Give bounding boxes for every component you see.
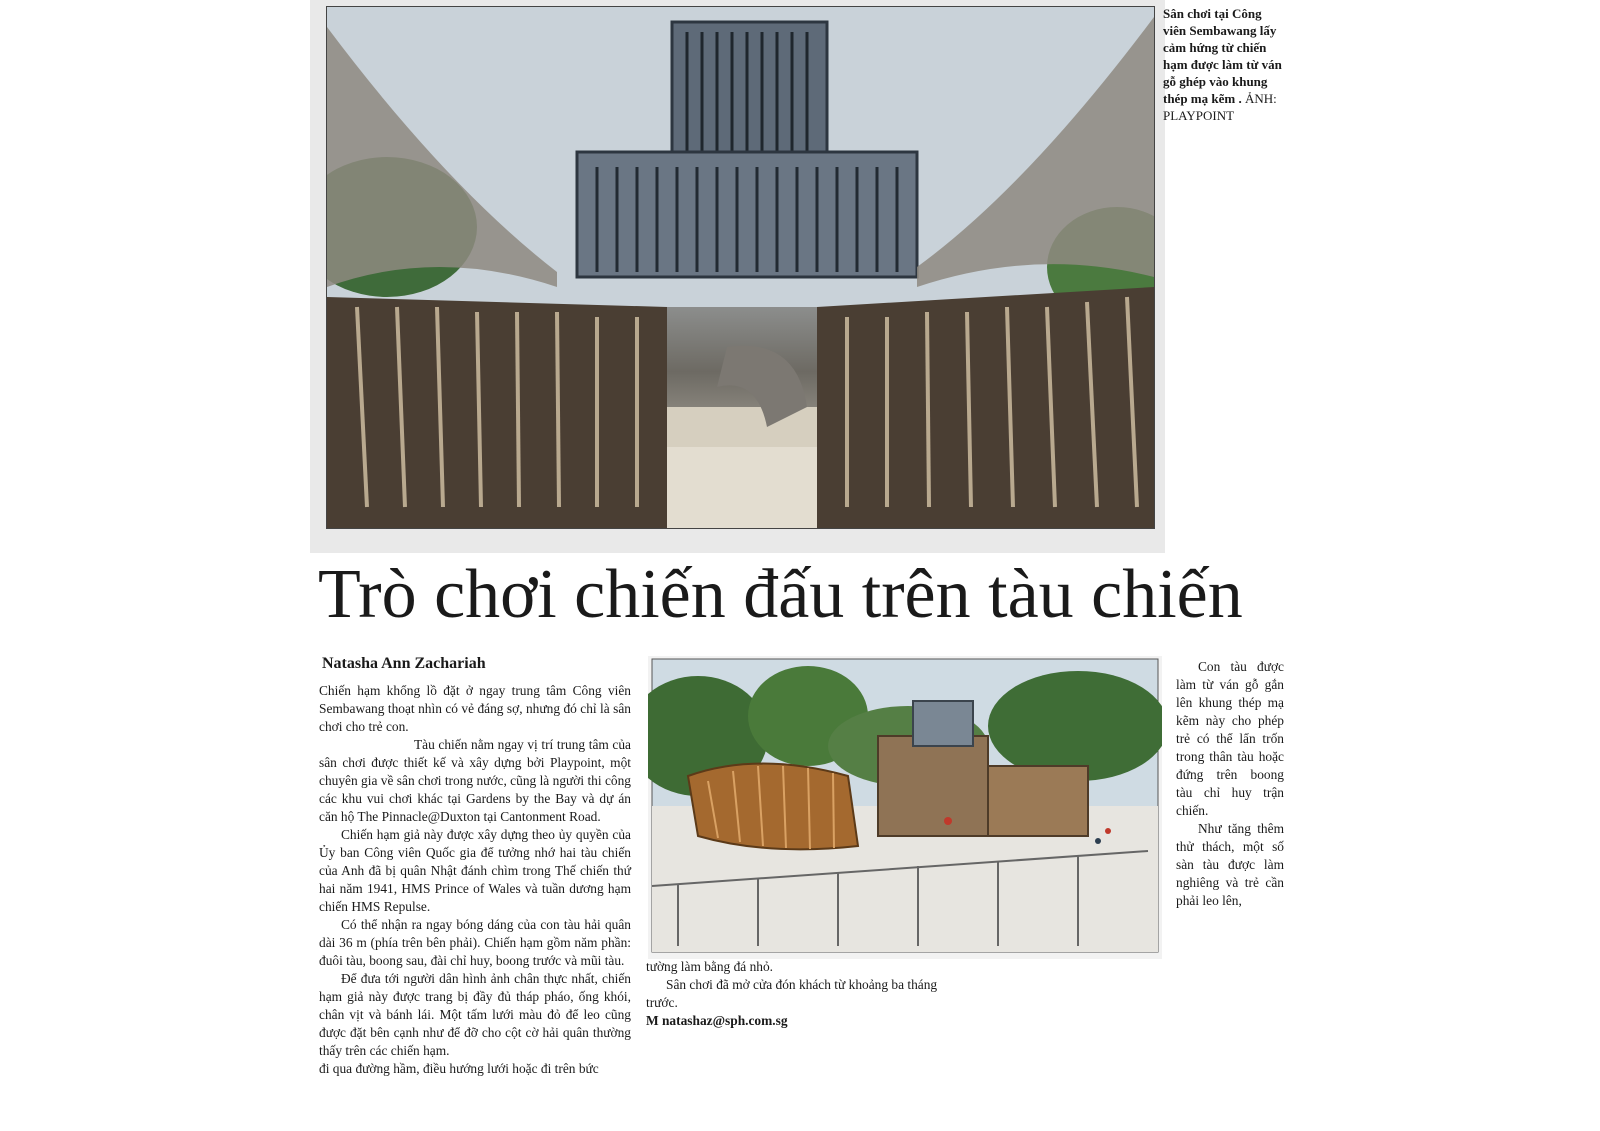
headline: Trò chơi chiến đấu trên tàu chiến — [318, 556, 1243, 633]
paragraph: Chiến hạm khổng lồ đặt ở ngay trung tâm Công viên Sembawang thoạt nhìn có vẻ đáng sợ, nhưng đó chỉ là sân chơi cho trẻ con. — [319, 683, 631, 734]
article-right-column — [1176, 658, 1284, 910]
playground-tower-image — [326, 6, 1155, 529]
top-photo-caption — [1163, 5, 1285, 124]
paragraph: Để đưa tới người dân hình ảnh chân thực nhất, chiến hạm giả này được trang bị đầy đủ tháp pháo, ống khói, chân vịt và bánh lái. Một tấm lưới màu đỏ để leo cũng được đặt bên cạnh như để đỡ cho cột cờ hải quân thường thấy trên các chiến hạm. — [319, 971, 631, 1058]
article-left-column — [319, 682, 631, 1078]
paragraph: Tàu chiến nằm ngay vị trí trung tâm của sân chơi được thiết kế và xây dựng bởi Playpoint, một chuyên gia về sân chơi trong nước, cũng là người thi công các khu vui chơi khác tại Gardens by the Bay và dự án căn hộ The Pinnacle@Duxton tại Cantonment Road. — [319, 737, 631, 824]
caption-text: Sân chơi tại Công viên Sembawang lấy cảm hứng từ chiến hạm được làm từ ván gỗ ghép vào khung thép mạ kẽm . — [1163, 6, 1282, 106]
author-byline: Natasha Ann Zachariah — [322, 655, 486, 672]
paragraph: tường làm bằng đá nhỏ. — [646, 959, 774, 974]
paragraph: Như tăng thêm thử thách, một số sàn tàu được làm nghiêng và trẻ cần phải leo lên, — [1176, 821, 1284, 908]
paragraph: Có thể nhận ra ngay bóng dáng của con tàu hải quân dài 36 m (phía trên bên phải). Chiến hạm gồm năm phần: đuôi tàu, boong sau, đài chỉ huy, boong trước và mũi tàu. — [319, 917, 631, 968]
article-middle-column — [646, 958, 966, 1030]
paragraph: Sân chơi đã mở cửa đón khách từ khoảng ba tháng trước. — [646, 977, 938, 1010]
paragraph: Con tàu được làm từ ván gỗ gắn lên khung thép mạ kẽm này cho phép trẻ có thể lẩn trốn trong thân tàu hoặc đứng trên boong tàu chỉ huy trận chiến. — [1176, 659, 1284, 818]
author-email: M natashaz@sph.com.sg — [646, 1013, 788, 1028]
top-photo — [310, 0, 1165, 553]
caption-credit: ẢNH: PLAYPOINT — [1163, 91, 1277, 123]
paragraph: đi qua đường hầm, điều hướng lưới hoặc đi trên bức — [319, 1061, 599, 1076]
playground-overview-photo — [648, 656, 1162, 959]
paragraph: Chiến hạm giả này được xây dựng theo ủy quyền của Ủy ban Công viên Quốc gia để tưởng nhớ hai tàu chiến của Anh đã bị quân Nhật đánh chìm trong Thế chiến thứ hai năm 1941, HMS Prince of Wales và tuần dương hạm chiến HMS Repulse. — [319, 827, 631, 914]
